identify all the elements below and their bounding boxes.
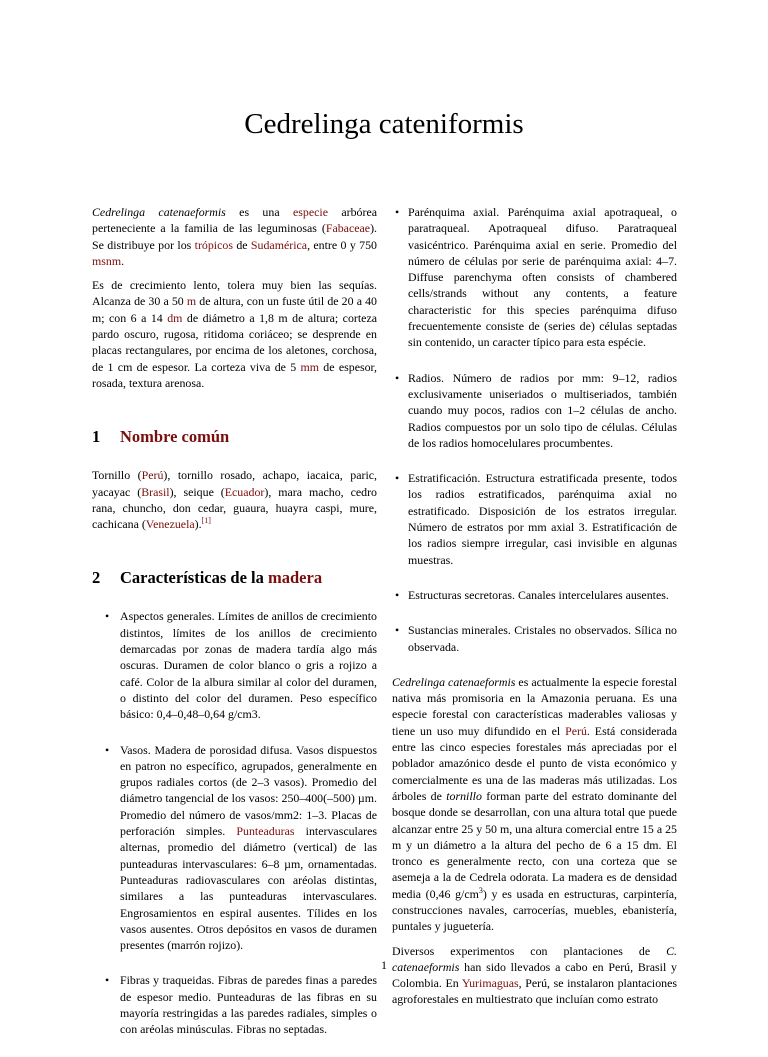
list-item	[92, 742, 377, 954]
link-dm[interactable]: dm	[167, 310, 183, 325]
intro-paragraph-2	[92, 277, 377, 391]
link-peru-2[interactable]: Perú	[565, 723, 587, 738]
text: arbórea perteneciente a la familia de las leguminosas (	[92, 205, 377, 236]
bullet-icon: •	[105, 742, 110, 757]
section-2-heading	[92, 568, 377, 588]
bullet-icon: •	[395, 370, 400, 385]
link-punteaduras[interactable]: Punteaduras	[236, 824, 295, 839]
link-tropicos[interactable]: trópicos	[194, 237, 233, 252]
section-1-heading	[92, 427, 377, 447]
section-number: 1	[92, 427, 101, 447]
text: de	[232, 237, 251, 252]
wood-characteristics-list-continued	[392, 204, 677, 655]
section-1-title[interactable]: Nombre común	[120, 427, 230, 447]
left-column	[92, 204, 377, 1057]
intro-paragraph-1	[92, 204, 377, 269]
right-paragraph-1	[392, 674, 677, 935]
list-item	[392, 587, 677, 603]
list-item	[392, 622, 677, 655]
text: ), mara macho, cedro rana, chuncho, don cedar, guaura, huayra caspi, mure, cachicana (	[92, 484, 377, 532]
text: Tornillo (	[92, 468, 142, 483]
species-name: Cedrelinga catenaeformis	[392, 674, 516, 689]
link-sudamerica[interactable]: Sudamérica	[250, 237, 308, 252]
wood-characteristics-list	[92, 608, 377, 1037]
section-2-title: Características de la	[120, 568, 268, 588]
text: . Está considerada entre las cinco especies forestales más apreciadas por el poblador amazónico desde el punto de vista económico y comercialmente es una de las maderas más utilizadas. Los árboles de	[392, 723, 677, 803]
bullet-icon: •	[395, 471, 400, 486]
link-brasil[interactable]: Brasil	[141, 484, 170, 499]
bullet-icon: •	[395, 587, 400, 602]
section-number: 2	[92, 568, 101, 588]
bullet-icon: •	[395, 623, 400, 638]
text: Diversos experimentos con plantaciones de	[392, 943, 667, 958]
list-item	[92, 608, 377, 722]
text: han sido llevados a cabo en Perú, Brasil y Colombia. En	[392, 959, 677, 991]
link-peru[interactable]: Perú	[141, 468, 164, 483]
bullet-icon: •	[105, 609, 110, 624]
list-item-text: Radios. Número de radios por mm: 9–12, radios exclusivamente uniseriados o multiseriados, también cuando muy pocos, radios con 1–2 células de ancho. Radios compuestos por un solo tipo de células. Células de los radios homocelulares procumbentes.	[408, 370, 677, 450]
text: Es de crecimiento lento, tolera muy bien las sequías. Alcanza de 30 a 50	[92, 278, 377, 309]
link-mm[interactable]: mm	[300, 359, 319, 374]
section-1-body	[92, 467, 377, 532]
list-item	[392, 370, 677, 451]
text: de altura, con un fuste útil de 20 a 40 m; con 6 a 14	[92, 294, 377, 325]
link-especie[interactable]: especie	[292, 205, 328, 219]
link-fabaceae[interactable]: Fabaceae	[325, 221, 371, 236]
list-item	[392, 204, 677, 351]
text: ) y es usada en estructuras, carpintería, construcciones navales, carrocerías, muebles, ebanistería, puntales y juguetería.	[392, 886, 677, 934]
list-item	[392, 470, 677, 568]
text: de diámetro a 1,8 m de altura; corteza pardo oscuro, rugosa, ritidoma coriáceo; se desprende en placas rectangulares, por encima de los aletones, corchosa, de 1 cm de espesor. La corteza viva de 5	[92, 310, 378, 374]
reference-link[interactable]: [1]	[201, 516, 211, 526]
common-name: tornillo	[446, 788, 482, 803]
list-item-text: Parénquima axial. Parénquima axial apotraqueal, o paratraqueal. Apotraqueal difuso. Paratraqueal vasicéntrico. Parénquima axial en serie. Promedio del número de células por serie de parénquima axial: 4–7. Diffuse parenchyma often consists of chambered cells/strands without any contents, a feature characteristic for this species parénquima difuso frecuentemente consiste de (series de) células septadas sin contenido, un caracter típico para esta espécie.	[408, 205, 677, 350]
list-item-text: intervasculares alternas, promedio del diámetro (vertical) de las punteaduras intervasculares: 6–8 µm, ornamentadas. Punteaduras radiovasculares con aréolas distintas, similares a las punteaduras intervasculares. Engrosamientos en espiral ausentes. Tílides en los vasos ausentes. Otros depósitos en vasos de duramen presentes (marrón rojizo).	[120, 824, 377, 953]
bullet-icon: •	[395, 205, 400, 219]
superscript: 3	[478, 885, 483, 895]
text: ). Se distribuye por los	[92, 221, 377, 252]
text: , Perú, se instalaron plantaciones agroforestales en multiestrato que incluían como estrato	[392, 976, 678, 1007]
list-item	[92, 972, 377, 1037]
document-title: Cedrelinga cateniformis	[244, 108, 524, 140]
species-name: Cedrelinga catenaeformis	[92, 205, 226, 219]
list-item-text: Aspectos generales. Límites de anillos de crecimiento distintos, límites de los anillos de crecimiento demarcadas por zonas de madera tardía algo más oscuras. Duramen de color blanco o gris a rojizo a café. Color de la albura similar al color del duramen, o distinto del color del duramen. Peso específico básico: 0,4–0,48–0,64 g/cm3.	[120, 609, 377, 722]
link-ecuador[interactable]: Ecuador	[224, 484, 265, 499]
link-yurimaguas[interactable]: Yurimaguas	[461, 976, 519, 991]
page-number: 1	[381, 958, 387, 972]
right-column	[392, 204, 677, 1016]
text: , entre 0 y 750	[307, 237, 377, 252]
text: de espesor, rosada, textura arenosa.	[92, 359, 377, 390]
right-paragraph-2	[392, 943, 677, 1008]
list-item-text: Estratificación. Estructura estratificada presente, todos los radios estratificados, parénquima axial no estratificado. Disposición de los estratos irregular. Número de estratos por mm axial 3. Estratificación de los radios siempre irregular, casi invisible en algunas muestras.	[408, 471, 677, 567]
link-msnm[interactable]: msnm	[92, 253, 122, 268]
text: ).	[194, 517, 202, 532]
text: ), seique (	[169, 484, 225, 499]
list-item-text: Vasos. Madera de porosidad difusa. Vasos dispuestos en patron no específico, agrupados, generalmente en grupos radiales cortos (de 2–3 vasos). Promedio del diámetro tangencial de los vasos: 250–400(–500) µm. Promedio del número de vasos/mm2: 1–3. Placas de perforación simples.	[120, 742, 377, 839]
text: es una	[225, 205, 293, 219]
text: es actualmente la especie forestal nativa más promisoria en la Amazonia peruana. Es una especie forestal con características maderables valiosas y tiene un uso muy difundido en el	[392, 674, 677, 738]
text: ), tornillo rosado, achapo, iacaica, paric, yacayac (	[92, 468, 377, 499]
link-m[interactable]: m	[186, 294, 197, 309]
list-item-text: Sustancias minerales. Cristales no observados. Sílica no observada.	[408, 623, 677, 654]
list-item-text: Estructuras secretoras. Canales intercelulares ausentes.	[408, 587, 669, 602]
link-madera[interactable]: madera	[268, 568, 323, 588]
list-item-text: Fibras y traqueidas. Fibras de paredes finas a paredes de espesor medio. Punteaduras de las fibras en su mayoría restringidas a las paredes radiales, simples o con aréolas minúsculas. Fibras no septadas.	[120, 973, 377, 1037]
bullet-icon: •	[105, 973, 110, 988]
link-venezuela[interactable]: Venezuela	[145, 517, 195, 532]
text: .	[121, 253, 125, 268]
species-name-abbrev: C. catenaeformis	[392, 943, 677, 974]
text: forman parte del estrato dominante del bosque donde se desarrollan, con una altura total que puede alcanzar entre 25 y 50 m, una altura comercial entre 15 a 25 m y un diámetro a la altura del pecho de 6 a 15 dm. El tronco es generalmente recto, con una corteza que se asemeja a la de Cedrela odorata. La madera es de densidad media (0,46 g/cm	[392, 788, 677, 901]
